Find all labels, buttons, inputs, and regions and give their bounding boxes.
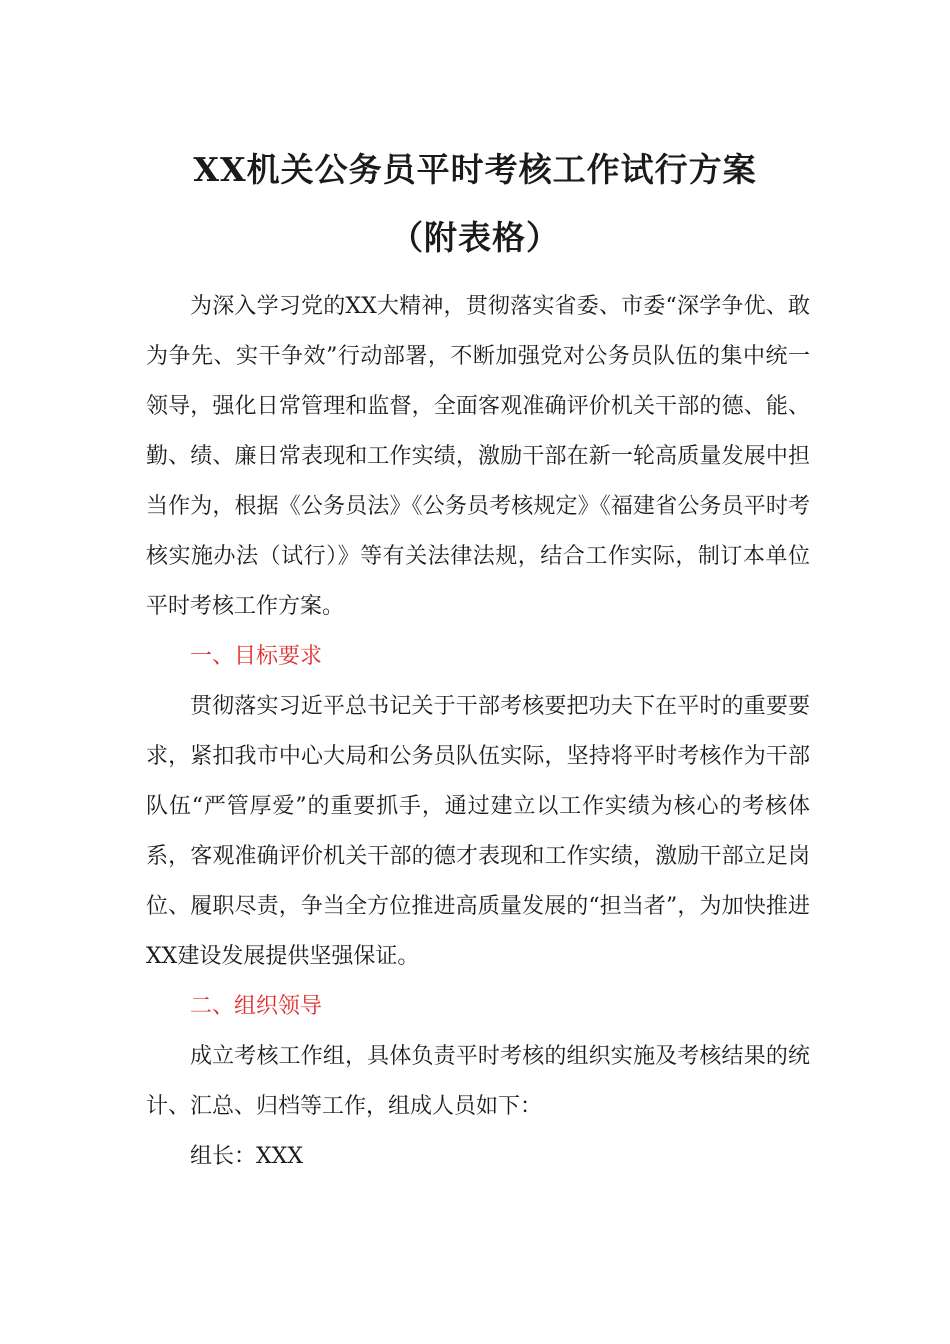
document-subtitle: （附表格） <box>390 218 560 257</box>
document-title: XX机关公务员平时考核工作试行方案 <box>193 150 757 189</box>
organization-paragraph: 成立考核工作组，具体负责平时考核的组织实施及考核结果的统计、汇总、归档等工作，组成人员如下： <box>146 1044 810 1119</box>
section-heading-goals: 一、目标要求 <box>190 644 323 669</box>
intro-paragraph: 为深入学习党的XX大精神，贯彻落实省委、市委“深学争优、敢为争先、实干争效”行动部署，不断加强党对公务员队伍的集中统一领导，强化日常管理和监督，全面客观准确评价机关干部的德、能、勤、绩、廉日常表现和工作实绩，激励干部在新一轮高质量发展中担当作为，根据《公务员法》《公务员考核规定》《福建省公务员平时考核实施办法（试行）》等有关法律法规，结合工作实际，制订本单位平时考核工作方案。 <box>146 294 810 619</box>
document-body <box>146 282 810 1182</box>
goals-paragraph: 贯彻落实习近平总书记关于干部考核要把功夫下在平时的重要要求，紧扣我市中心大局和公务员队伍实际，坚持将平时考核作为干部队伍“严管厚爱”的重要抓手，通过建立以工作实绩为核心的考核体系，客观准确评价机关干部的德才表现和工作实绩，激励干部立足岗位、履职尽责，争当全方位推进高质量发展的“担当者”，为加快推进XX建设发展提供坚强保证。 <box>146 694 810 969</box>
section-heading-organization: 二、组织领导 <box>190 994 323 1019</box>
team-leader-line: 组长：XXX <box>190 1144 303 1169</box>
